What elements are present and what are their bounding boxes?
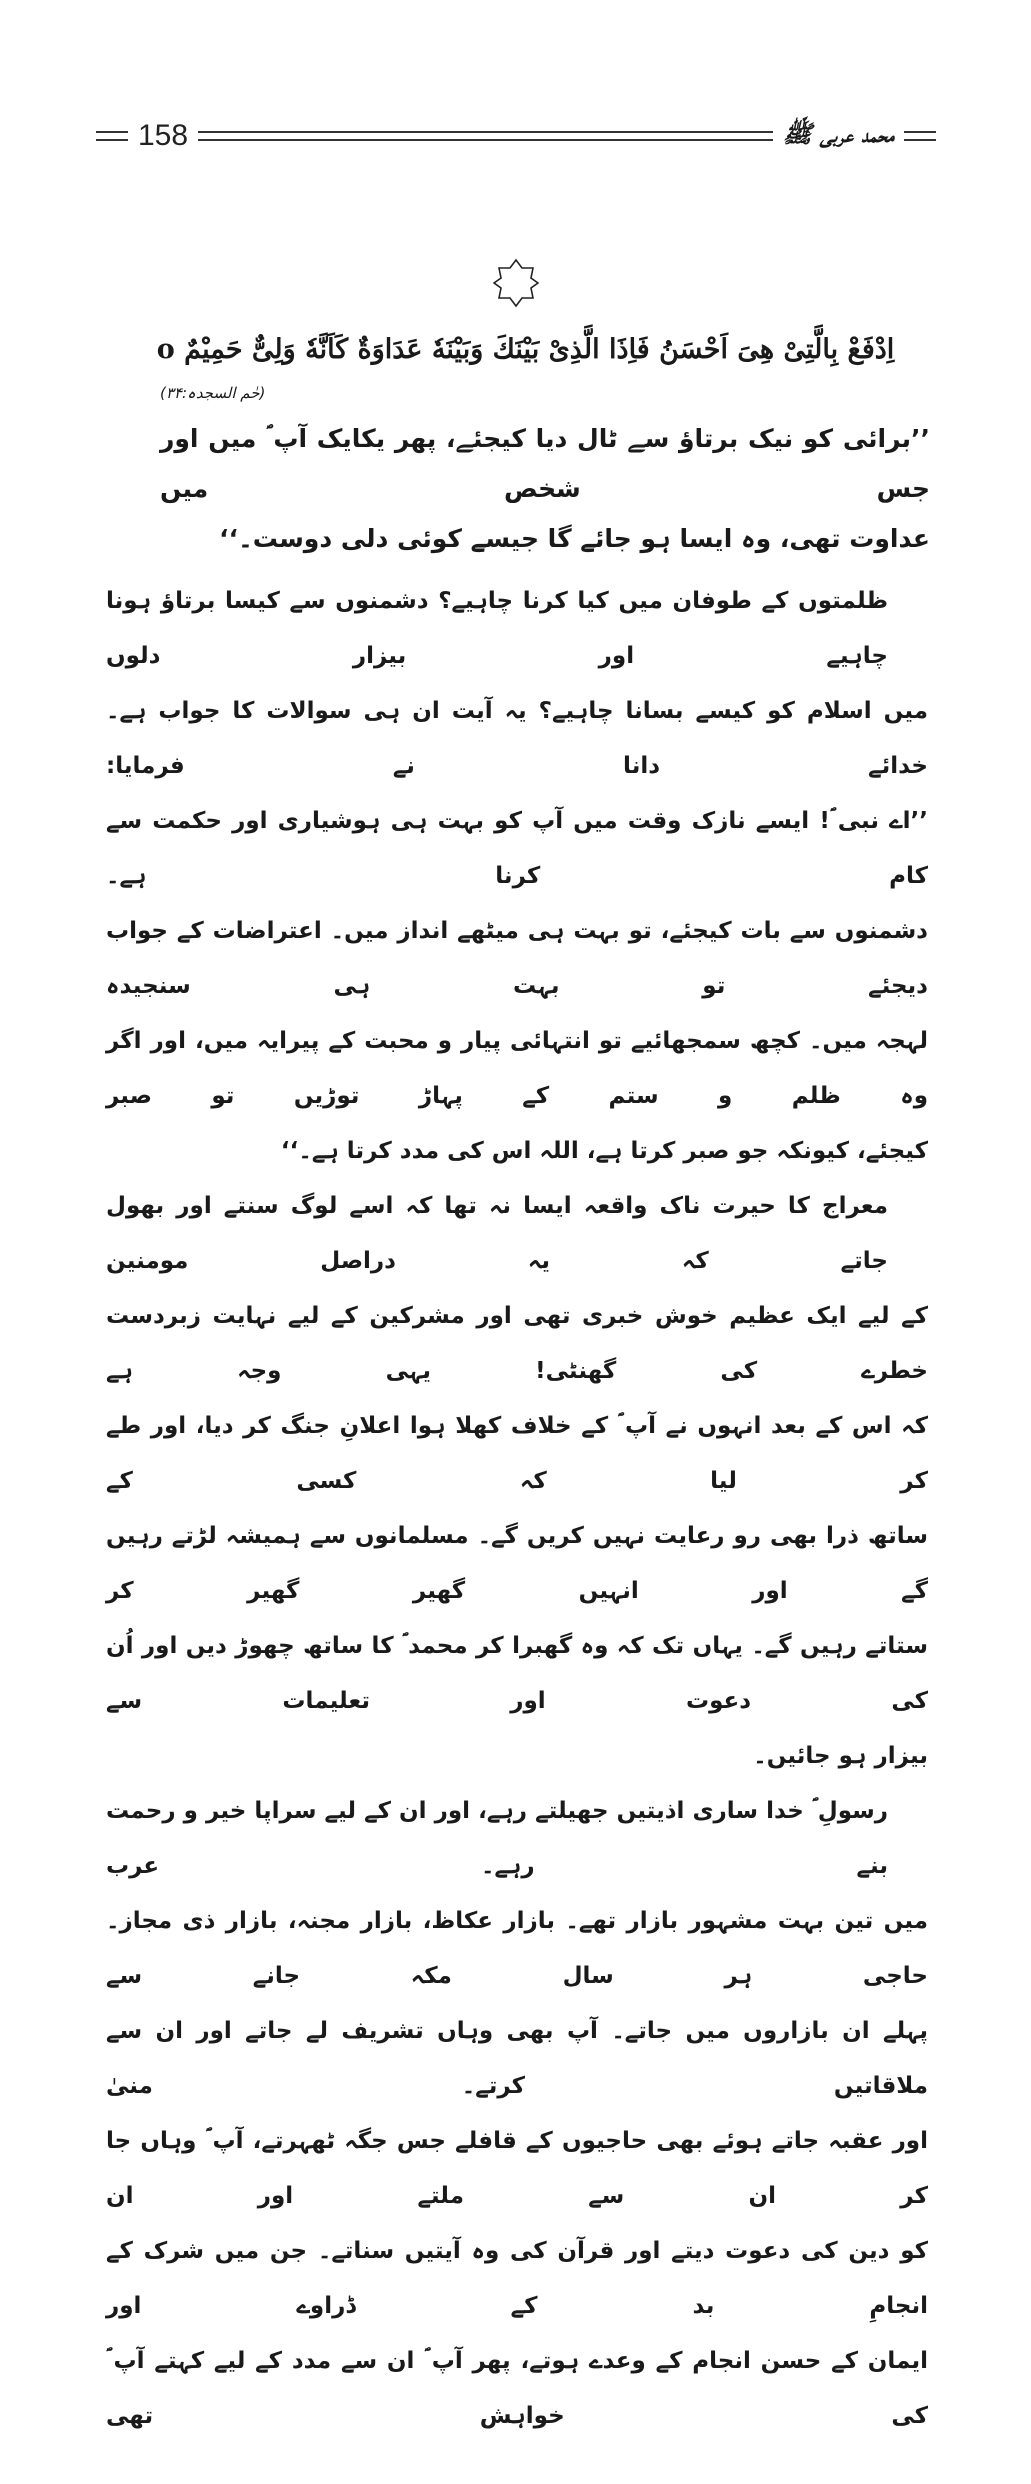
header-rule bbox=[96, 131, 128, 141]
header-rule bbox=[198, 131, 773, 141]
text-line: کے لیے ایک عظیم خوش خبری تھی اور مشرکین کے لیے نہایت زبردست خطرے کی گھنٹی! یہی وجہ ہے bbox=[106, 1303, 928, 1384]
text-line: میں تین بہت مشہور بازار تھے۔ بازار عکاظ، بازار مجنہ، بازار ذی مجاز۔ حاجی ہر سال مکہ جانے سے bbox=[106, 1908, 928, 1989]
translation-line: ’’برائی کو نیک برتاؤ سے ٹال دیا کیجئے، پھر یکایک آپ ؐ میں اور جس شخص میں bbox=[160, 424, 930, 503]
translation-line: عداوت تھی، وہ ایسا ہو جائے گا جیسے کوئی دلی دوست۔‘‘ bbox=[219, 524, 930, 553]
ornament bbox=[96, 258, 935, 312]
text-line: ایمان کے حسن انجام کے وعدے ہوتے، پھر آپ ؐ ان سے مدد کے لیے کہتے آپ ؐ کی خواہش تھی bbox=[106, 2348, 928, 2429]
text-line: کو دین کی دعوت دیتے اور قرآن کی وہ آیتیں سناتے۔ جن میں شرک کے انجامِ بد کے ڈراوے اور bbox=[106, 2238, 928, 2319]
text-line: اور عقبہ جاتے ہوئے بھی حاجیوں کے قافلے جس جگہ ٹھہرتے، آپ ؐ وہاں جا کر ان سے ملتے اور ان bbox=[106, 2128, 928, 2209]
eight-point-star-icon bbox=[493, 258, 539, 308]
text-line: کہ اس کے بعد انہوں نے آپ ؐ کے خلاف کھلا ہوا اعلانِ جنگ کر دیا، اور طے کر لیا کہ کسی کے bbox=[106, 1413, 928, 1494]
header-rule bbox=[904, 131, 936, 141]
body-text bbox=[106, 574, 928, 2444]
text-line: میں اسلام کو کیسے بسانا چاہیے؟ یہ آیت ان ہی سوالات کا جواب ہے۔ خدائے دانا نے فرمایا: bbox=[106, 698, 928, 779]
text-line: لہجہ میں۔ کچھ سمجھائیے تو انتہائی پیار و محبت کے پیرایہ میں، اور اگر وہ ظلم و ستم کے پہاڑ توڑیں تو صبر bbox=[106, 1028, 928, 1109]
running-header bbox=[96, 118, 936, 154]
text-line: رسولِ ؐ خدا ساری اذیتیں جھیلتے رہے، اور ان کے لیے سراپا خیر و رحمت بنے رہے۔ عرب bbox=[106, 1798, 888, 1879]
text-line: دشمنوں سے بات کیجئے، تو بہت ہی میٹھے انداز میں۔ اعتراضات کے جواب دیجئے تو بہت ہی سنجیدہ bbox=[106, 918, 928, 999]
verse-reference: (حٰم السجدہ:۳۴) bbox=[160, 384, 266, 402]
text-line: پہلے ان بازاروں میں جاتے۔ آپ بھی وہاں تشریف لے جاتے اور ان سے ملاقاتیں کرتے۔ منیٰ bbox=[106, 2018, 928, 2099]
book-title: محمد عربی ﷺ bbox=[782, 119, 894, 148]
text-line: ستاتے رہیں گے۔ یہاں تک کہ وہ گھبرا کر محمد ؐ کا ساتھ چھوڑ دیں اور اُن کی دعوت اور تعلیمات سے bbox=[106, 1633, 928, 1714]
text-line: بیزار ہو جائیں۔ bbox=[753, 1743, 928, 1769]
page-number: 158 bbox=[138, 119, 189, 152]
text-line: کیجئے، کیونکہ جو صبر کرتا ہے، اللہ اس کی مدد کرتا ہے۔‘‘ bbox=[280, 1138, 928, 1164]
text-line: ساتھ ذرا بھی رو رعایت نہیں کریں گے۔ مسلمانوں سے ہمیشہ لڑتے رہیں گے اور انہیں گھیر گھیر کر bbox=[106, 1523, 928, 1604]
text-line: ظلمتوں کے طوفان میں کیا کرنا چاہیے؟ دشمنوں سے کیسا برتاؤ ہونا چاہیے اور بیزار دلوں bbox=[106, 588, 888, 669]
quran-verse: اِدْفَعْ بِالَّتِیْ هِیَ اَحْسَنُ فَاِذَا الَّذِیْ بَیْنَكَ وَبَیْنَهٗ عَدَاوَةٌ كَاَنَّهٗ وَلِیٌّ حَمِیْمٌ o bbox=[156, 334, 895, 365]
text-line: ’’اے نبی ؐ! ایسے نازک وقت میں آپ کو بہت ہی ہوشیاری اور حکمت سے کام کرنا ہے۔ bbox=[106, 808, 928, 889]
text-line: معراج کا حیرت ناک واقعہ ایسا نہ تھا کہ اسے لوگ سنتے اور بھول جاتے کہ یہ دراصل مومنین bbox=[106, 1193, 888, 1274]
